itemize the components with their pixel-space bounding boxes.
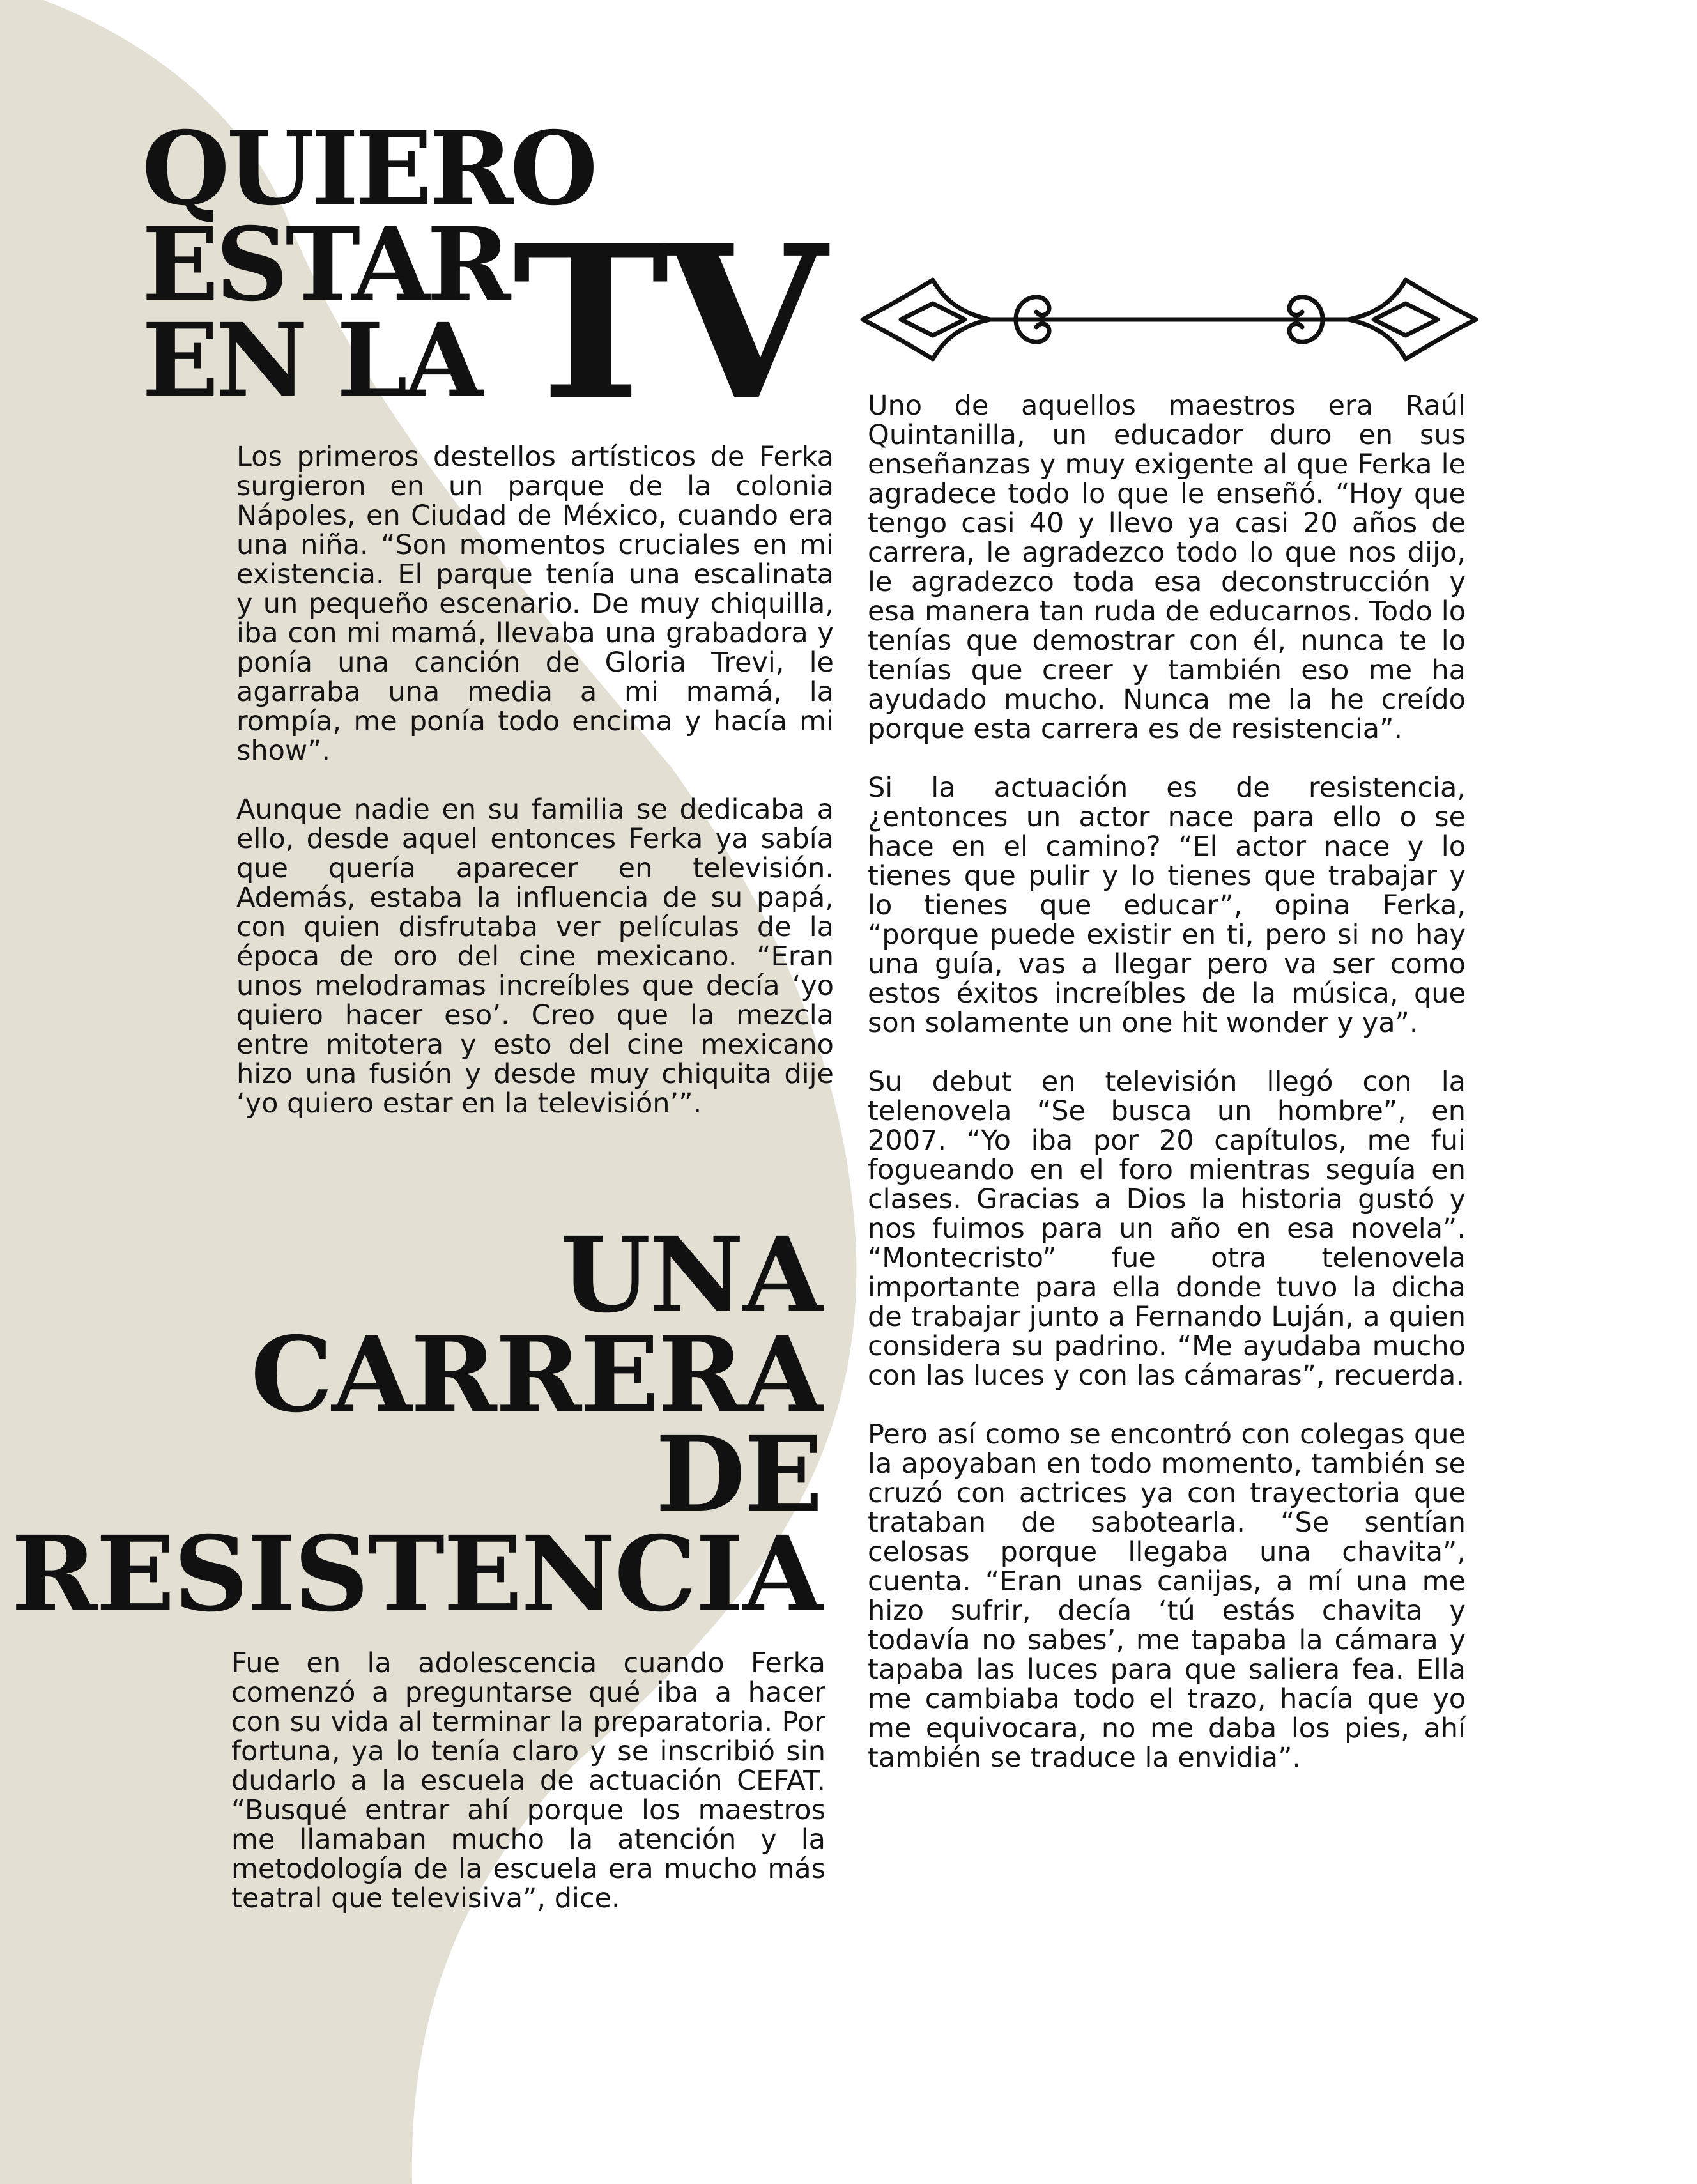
paragraph: Aunque nadie en su familia se dedicaba a ello, desde aquel entonces Ferka ya sabía que quería aparecer en televisión. Además, estaba la influencia de su papá, con quien disfrutaba ver películas de la época de oro del cine mexicano. “Eran unos melodramas increíbles que decía ‘yo quiero hacer eso’. Creo que la mezcla entre mitotera y esto del cine mexicano hizo una fusión y desde muy chiquita dije ‘yo quiero estar en la televisión’”. xyxy=(236,794,834,1119)
section-headline-line-4: RESISTENCIA xyxy=(11,1514,822,1635)
section-headline-line-3: DE xyxy=(656,1414,822,1535)
column-left-bottom xyxy=(231,1649,825,1913)
column-right xyxy=(868,391,1466,1773)
section-headline-line-1: UNA xyxy=(560,1215,822,1336)
section-headline-line-2: CARRERA xyxy=(250,1314,822,1436)
headline-big-word: TV xyxy=(512,199,820,447)
headline-line-3: EN LA xyxy=(142,302,480,420)
paragraph: Si la actuación es de resistencia, ¿entonces un actor nace para ello o se hace en el camino? “El actor nace y lo tienes que pulir y lo tienes que trabajar y lo tienes que educar”, opina Ferka, “porque puede existir en ti, pero si no hay una guía, vas a llegar pero va ser como estos éxitos increíbles de la música, que son solamente un one hit wonder y ya”. xyxy=(868,772,1466,1039)
flourish-divider-icon xyxy=(850,268,1489,371)
paragraph: Fue en la adolescencia cuando Ferka comenzó a preguntarse qué iba a hacer con su vida al terminar la preparatoria. Por fortuna, ya lo tenía claro y se inscribió sin dudarlo a la escuela de actuación CEFAT. “Busqué entrar ahí porque los maestros me llamaban mucho la atención y la metodología de la escuela era mucho más teatral que televisiva”, dice. xyxy=(231,1647,825,1914)
paragraph: Los primeros destellos artísticos de Ferka surgieron en un parque de la colonia Nápoles, en Ciudad de México, cuando era una niña. “Son momentos cruciales en mi existencia. El parque tenía una escalinata y un pequeño escenario. De muy chiquilla, iba con mi mamá, llevaba una grabadora y ponía una canción de Gloria Trevi, le agarraba una media a mi mamá, la rompía, me ponía todo encima y hacía mi show”. xyxy=(236,441,834,767)
paragraph: Pero así como se encontró con colegas que la apoyaban en todo momento, también se cruzó con actrices ya con trayectoria que trataban de sabotearla. “Se sentían celosas porque llegaba una chavita”, cuenta. “Eran unas canijas, a mí una me hizo sufrir, decía ‘tú estás chavita y todavía no sabes’, me tapaba la cámara y tapaba las luces para que saliera fea. Ella me cambiaba todo el trazo, hacía que yo me equivocara, no me daba los pies, ahí también se traduce la envidia”. xyxy=(868,1419,1466,1774)
paragraph: Su debut en televisión llegó con la telenovela “Se busca un hombre”, en 2007. “Yo iba por 20 capítulos, me fui fogueando en el foro mientras seguía en clases. Gracias a Dios la historia gustó y nos fuimos para un año en esa novela”. “Montecristo” fue otra telenovela importante para ella donde tuvo la dicha de trabajar junto a Fernando Luján, a quien considera su padrino. “Me ayudaba mucho con las luces y con las cámaras”, recuerda. xyxy=(868,1066,1466,1392)
headline-line-2: ESTAR xyxy=(142,206,508,324)
headline-line-1: QUIERO xyxy=(142,110,595,228)
paragraph: Uno de aquellos maestros era Raúl Quintanilla, un educador duro en sus enseñanzas y muy exigente al que Ferka le agradece todo lo que le enseñó. “Hoy que tengo casi 40 y llevo ya casi 20 años de carrera, le agradezco todo lo que nos dijo, le agradezco toda esa deconstrucción y esa manera tan ruda de educarnos. Todo lo tenías que demostrar con él, nunca te lo tenías que creer y también eso me ha ayudado mucho. Nunca me la he creído porque esta carrera es de resistencia”. xyxy=(868,390,1466,745)
section-headline xyxy=(11,1215,822,1635)
column-left-top xyxy=(236,442,834,1118)
